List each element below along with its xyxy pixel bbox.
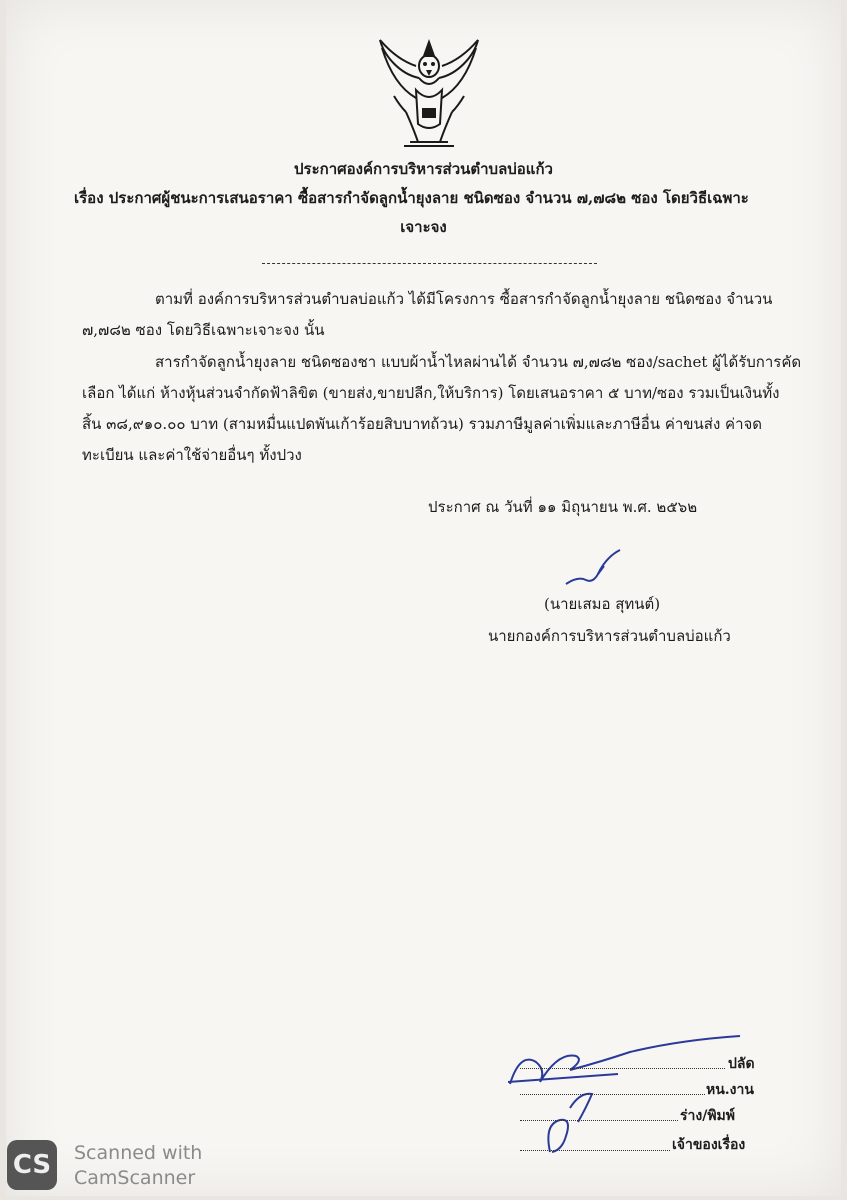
scanner-watermark-line-1: Scanned with bbox=[74, 1142, 203, 1164]
routing-dotted-line-2 bbox=[520, 1094, 705, 1095]
routing-dotted-line-4 bbox=[520, 1150, 670, 1151]
routing-dotted-line-1 bbox=[520, 1068, 725, 1069]
paragraph-2-line-1: สารกำจัดลูกน้ำยุงลาย ชนิดซองชา แบบผ้าน้ำไหลผ่านได้ จำนวน ๗,๗๘๒ ซอง/sachet ผู้ได้รับการคัด bbox=[155, 353, 802, 371]
subject-line-continued: เจาะจง bbox=[400, 218, 447, 236]
announcement-date: ประกาศ ณ วันที่ ๑๑ มิถุนายน พ.ศ. ๒๕๖๒ bbox=[428, 498, 698, 516]
paragraph-2-line-3: สิ้น ๓๘,๙๑๐.๐๐ บาท (สามหมื่นแปดพันเก้าร้อยสิบบาทถ้วน) รวมภาษีมูลค่าเพิ่มและภาษีอื่น ค่าขนส่ง ค่าจด bbox=[82, 415, 763, 433]
page-title: ประกาศองค์การบริหารส่วนตำบลบ่อแก้ว bbox=[294, 160, 553, 178]
scanner-watermark-line-2: CamScanner bbox=[74, 1167, 196, 1189]
routing-dotted-line-3 bbox=[520, 1120, 678, 1121]
paragraph-2-line-2: เลือก ได้แก่ ห้างหุ้นส่วนจำกัดฟ้าลิขิต (ขายส่ง,ขายปลีก,ให้บริการ) โดยเสนอราคา ๕ บาท/ซอง รวมเป็นเงินทั้ง bbox=[82, 384, 780, 402]
routing-label-4: เจ้าของเรื่อง bbox=[672, 1137, 746, 1153]
paragraph-1-line-1: ตามที่ องค์การบริหารส่วนตำบลบ่อแก้ว ได้มีโครงการ ซื้อสารกำจัดลูกน้ำยุงลาย ชนิดซอง จำนวน bbox=[155, 290, 773, 308]
routing-label-1: ปลัด bbox=[728, 1056, 755, 1072]
routing-label-3: ร่าง/พิมพ์ bbox=[680, 1108, 736, 1124]
camscanner-logo-icon: CS bbox=[7, 1140, 57, 1190]
paragraph-1-line-2: ๗,๗๘๒ ซอง โดยวิธีเฉพาะเจาะจง นั้น bbox=[82, 321, 325, 339]
signer-name: (นายเสมอ สุทนต์) bbox=[544, 595, 661, 613]
signature-icon bbox=[560, 546, 630, 590]
signer-title: นายกองค์การบริหารส่วนตำบลบ่อแก้ว bbox=[488, 627, 731, 645]
paragraph-2-line-4: ทะเบียน และค่าใช้จ่ายอื่นๆ ทั้งปวง bbox=[82, 446, 302, 464]
subject-line: เรื่อง ประกาศผู้ชนะการเสนอราคา ซื้อสารกำจัดลูกน้ำยุงลาย ชนิดซอง จำนวน ๗,๗๘๒ ซอง โดยวิธีเฉพาะ bbox=[74, 189, 749, 207]
routing-label-2: หน.งาน bbox=[706, 1082, 754, 1098]
garuda-emblem-icon bbox=[370, 34, 488, 154]
separator-line bbox=[262, 263, 597, 264]
